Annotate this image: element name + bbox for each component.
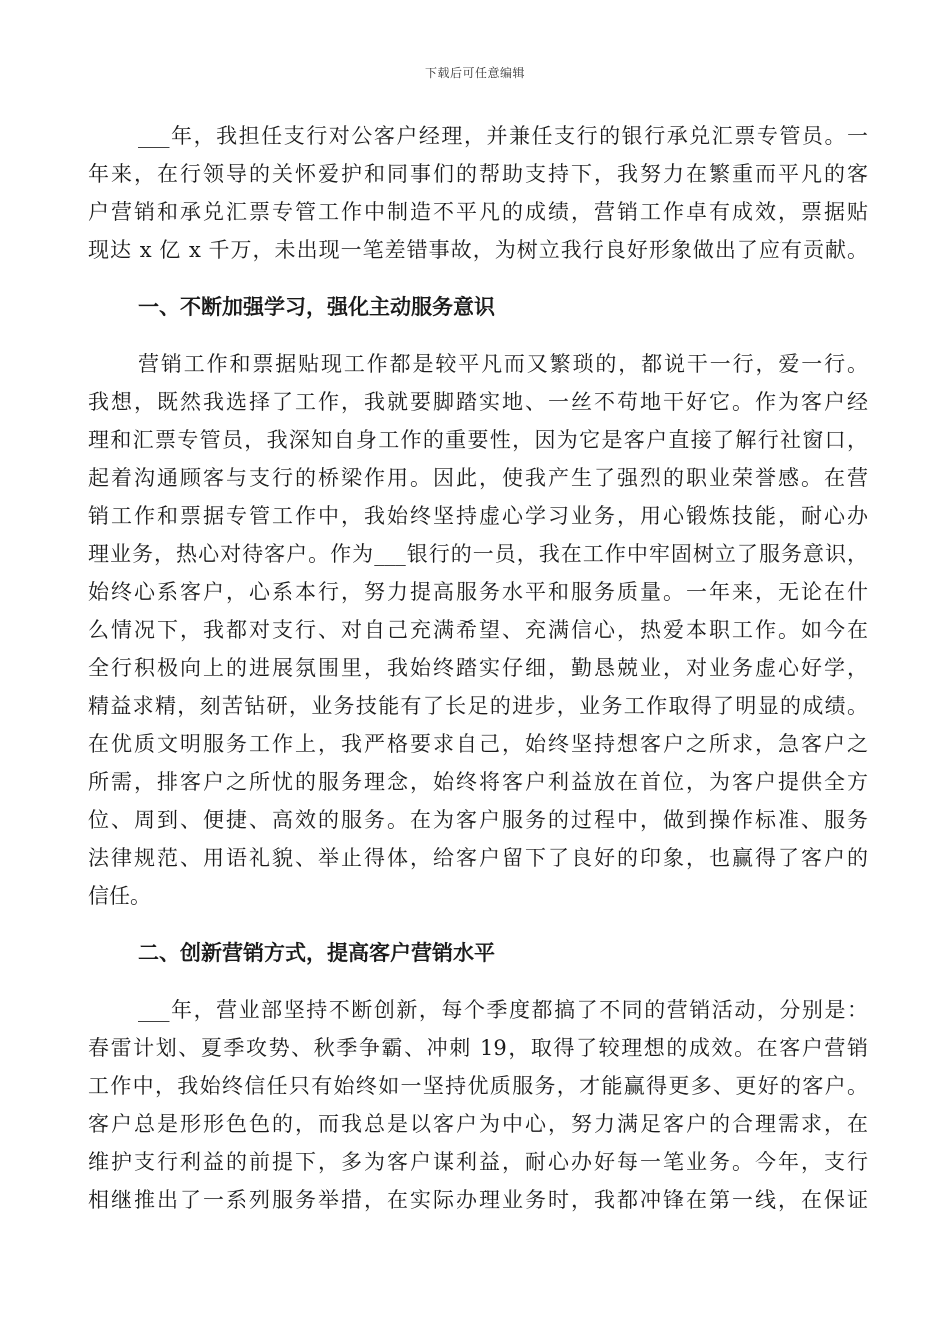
- section-1-line-2: 我想，既然我选择了工作，我就要脚踏实地、一丝不苟地干好它。作为客户经: [88, 390, 868, 414]
- section-2-line-3: 工作中，我始终信任只有始终如一坚持优质服务，才能赢得更多、更好的客户。: [88, 1074, 868, 1098]
- section-2-line-2: 春雷计划、夏季攻势、秋季争霸、冲刺 19，取得了较理想的成效。在客户营销: [88, 1036, 868, 1060]
- section-1-line-5: 销工作和票据专管工作中，我始终坚持虚心学习业务，用心锻炼技能，耐心办: [88, 504, 868, 528]
- section-1-line-11: 在优质文明服务工作上，我严格要求自己，始终坚持想客户之所求，急客户之: [88, 732, 868, 756]
- section-1-line-12: 所需，排客户之所忧的服务理念，始终将客户利益放在首位，为客户提供全方: [88, 770, 868, 794]
- section-1-line-4: 起着沟通顾客与支行的桥梁作用。因此，使我产生了强烈的职业荣誉感。在营: [88, 466, 868, 490]
- section-1-line-14: 法律规范、用语礼貌、举止得体，给客户留下了良好的印象，也赢得了客户的: [88, 846, 868, 870]
- section-1-line-10: 精益求精，刻苦钻研，业务技能有了长足的进步，业务工作取得了明显的成绩。: [88, 694, 868, 718]
- intro-line-4: 现达 x 亿 x 千万，未出现一笔差错事故，为树立我行良好形象做出了应有贡献。: [88, 238, 868, 262]
- section-2-heading: 二、创新营销方式，提高客户营销水平: [138, 940, 495, 965]
- page-header: 下载后可任意编辑: [424, 66, 525, 80]
- section-2-line-6: 相继推出了一系列服务举措，在实际办理业务时，我都冲锋在第一线，在保证: [88, 1188, 868, 1212]
- section-1-line-9: 全行积极向上的进展氛围里，我始终踏实仔细，勤恳兢业，对业务虚心好学，: [88, 656, 868, 680]
- section-1-line-3: 理和汇票专管员，我深知自身工作的重要性，因为它是客户直接了解行社窗口，: [88, 428, 868, 452]
- section-2-line-5: 维护支行利益的前提下，多为客户谋利益，耐心办好每一笔业务。今年，支行: [88, 1150, 868, 1174]
- section-1-line-1: 营销工作和票据贴现工作都是较平凡而又繁琐的，都说干一行，爱一行。: [138, 352, 868, 376]
- section-2-line-1: ___年，营业部坚持不断创新，每个季度都搞了不同的营销活动，分别是：: [138, 998, 868, 1022]
- section-1-line-13: 位、周到、便捷、高效的服务。在为客户服务的过程中，做到操作标准、服务: [88, 808, 868, 832]
- section-1-line-15: 信任。: [88, 884, 151, 908]
- intro-line-2: 年来，在行领导的关怀爱护和同事们的帮助支持下，我努力在繁重而平凡的客: [88, 162, 868, 186]
- section-1-line-7: 始终心系客户，心系本行，努力提高服务水平和服务质量。一年来，无论在什: [88, 580, 868, 604]
- intro-line-3: 户营销和承兑汇票专管工作中制造不平凡的成绩，营销工作卓有成效，票据贴: [88, 200, 868, 224]
- section-2-line-4: 客户总是形形色色的，而我总是以客户为中心，努力满足客户的合理需求，在: [88, 1112, 868, 1136]
- section-1-line-8: 么情况下，我都对支行、对自己充满希望、充满信心，热爱本职工作。如今在: [88, 618, 868, 642]
- intro-line-1: ___年，我担任支行对公客户经理，并兼任支行的银行承兑汇票专管员。一: [138, 124, 868, 148]
- section-1-heading: 一、不断加强学习，强化主动服务意识: [138, 294, 495, 319]
- section-1-line-6: 理业务，热心对待客户。作为___银行的一员，我在工作中牢固树立了服务意识，: [88, 542, 868, 566]
